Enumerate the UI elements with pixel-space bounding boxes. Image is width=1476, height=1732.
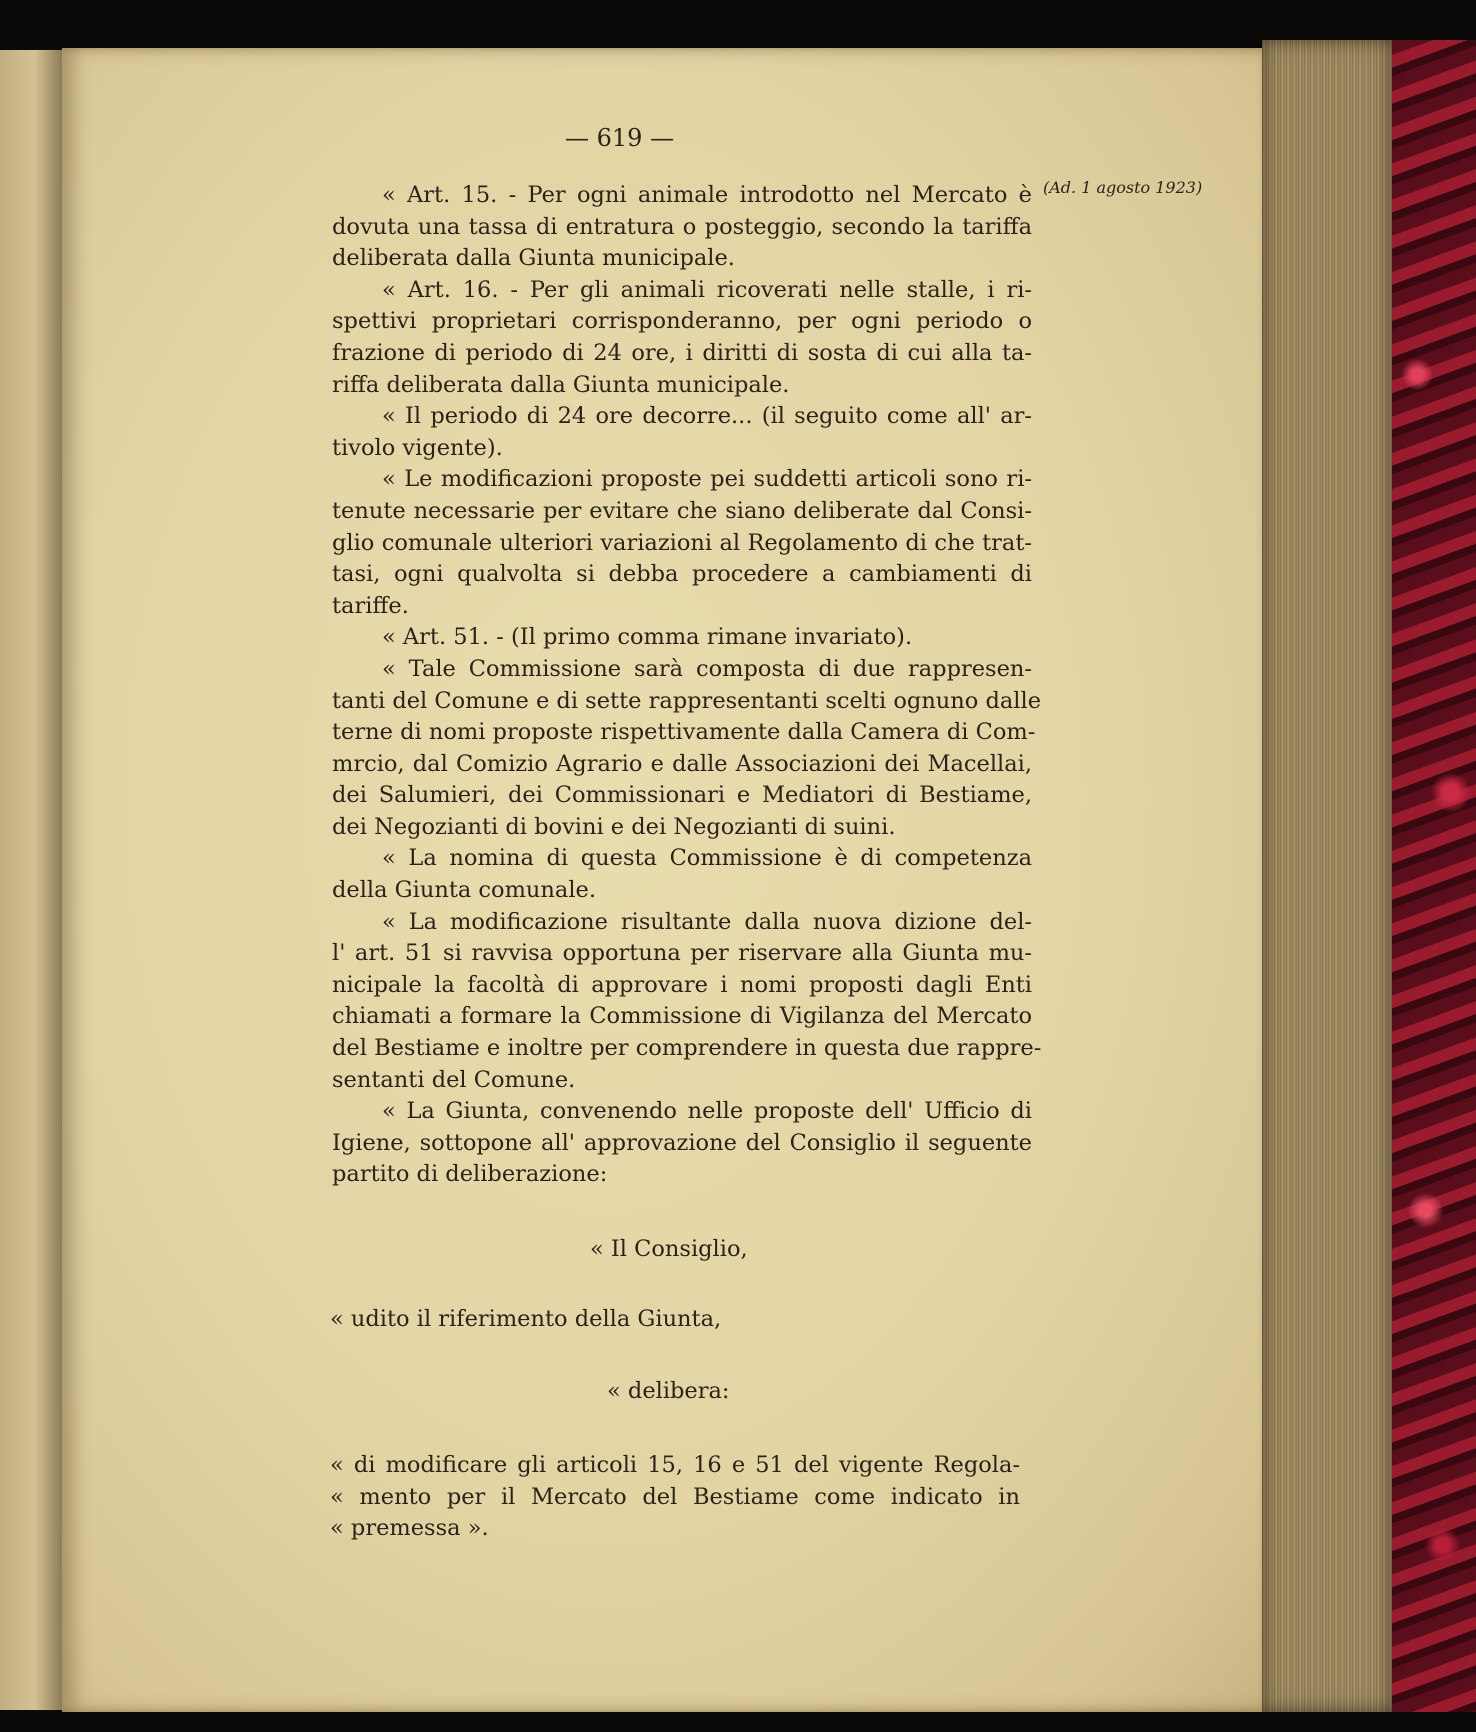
resolution-heading: « Il Consiglio, — [590, 1236, 748, 1262]
body-line: deliberata dalla Giunta municipale. — [332, 245, 735, 272]
previous-page-edge — [0, 50, 62, 1710]
body-line: tivolo vigente). — [332, 434, 503, 461]
body-line: « Art. 15. - Per ogni animale introdotto nel Mercato è — [382, 182, 1032, 208]
body-line: terne di nomi proposte rispettivamente dalla Camera di Com- — [332, 719, 1036, 746]
body-line: Igiene, sottopone all' approvazione del Consiglio il seguente — [332, 1129, 1032, 1156]
body-line: dei Negozianti di bovini e dei Negozianti di suini. — [332, 813, 896, 840]
body-line: della Giunta comunale. — [332, 877, 596, 904]
resolution-line: « di modificare gli articoli 15, 16 e 51 del vigente Regola- — [330, 1452, 1020, 1478]
body-line: nicipale la facoltà di approvare i nomi proposti dagli Enti — [332, 971, 1032, 998]
resolution-line: « mento per il Mercato del Bestiame come indicato in — [330, 1483, 1020, 1510]
body-line: chiamati a formare la Commissione di Vigilanza del Mercato — [332, 1003, 1032, 1030]
body-line: glio comunale ulteriori variazioni al Regolamento di che trat- — [332, 529, 1032, 556]
body-line: « Le modificazioni proposte pei suddetti articoli sono ri- — [382, 466, 1032, 493]
body-line: partito di deliberazione: — [332, 1161, 608, 1188]
body-line: sentanti del Comune. — [332, 1066, 576, 1093]
body-line: « La Giunta, convenendo nelle proposte dell' Ufficio di — [382, 1098, 1032, 1125]
resolution-heard-clause: « udito il riferimento della Giunta, — [330, 1306, 722, 1332]
marbled-binding — [1392, 40, 1476, 1712]
body-line: spettivi proprietari corrisponderanno, per ogni periodo o — [332, 308, 1032, 335]
body-line: frazione di periodo di 24 ore, i diritti di sosta di cui alla ta- — [332, 339, 1032, 366]
body-line: « La modificazione risultante dalla nuova dizione del- — [382, 908, 1032, 935]
resolution-decides: « delibera: — [607, 1378, 730, 1404]
body-line: riffa deliberata dalla Giunta municipale. — [332, 371, 790, 398]
body-line: tasi, ogni qualvolta si debba procedere a cambiamenti di — [332, 561, 1032, 588]
resolution-line: « premessa ». — [330, 1515, 489, 1542]
body-text — [332, 180, 1042, 1191]
body-line: « La nomina di questa Commissione è di competenza — [382, 845, 1032, 872]
body-line: del Bestiame e inoltre per comprendere in questa due rappre- — [332, 1035, 1042, 1062]
body-line: mrcio, dal Comizio Agrario e dalle Associazioni dei Macellai, — [332, 750, 1032, 777]
body-line: tanti del Comune e di sette rappresentanti scelti ognuno dalle — [332, 687, 1042, 714]
body-line: l' art. 51 si ravvisa opportuna per riservare alla Giunta mu- — [332, 940, 1032, 967]
body-line: « Tale Commissione sarà composta di due rappresen- — [382, 655, 1032, 682]
body-line: « Art. 16. - Per gli animali ricoverati nelle stalle, i ri- — [382, 276, 1032, 303]
scan-background — [0, 0, 1476, 48]
body-line: tenute necessarie per evitare che siano deliberate dal Consi- — [332, 497, 1032, 524]
body-line: dovuta una tassa di entratura o posteggio, secondo la tariffa — [332, 213, 1032, 240]
body-line: tariffe. — [332, 592, 409, 619]
marginal-date-note: (Ad. 1 agosto 1923) — [1043, 178, 1203, 197]
page-edges — [1262, 40, 1392, 1712]
body-line: dei Salumieri, dei Commissionari e Mediatori di Bestiame, — [332, 782, 1032, 809]
page-number: — 619 — — [565, 124, 675, 152]
body-line: « Art. 51. - (Il primo comma rimane invariato). — [382, 624, 913, 651]
resolution-text — [330, 1450, 1020, 1545]
body-line: « Il periodo di 24 ore decorre... (il seguito come all' ar- — [382, 403, 1032, 430]
